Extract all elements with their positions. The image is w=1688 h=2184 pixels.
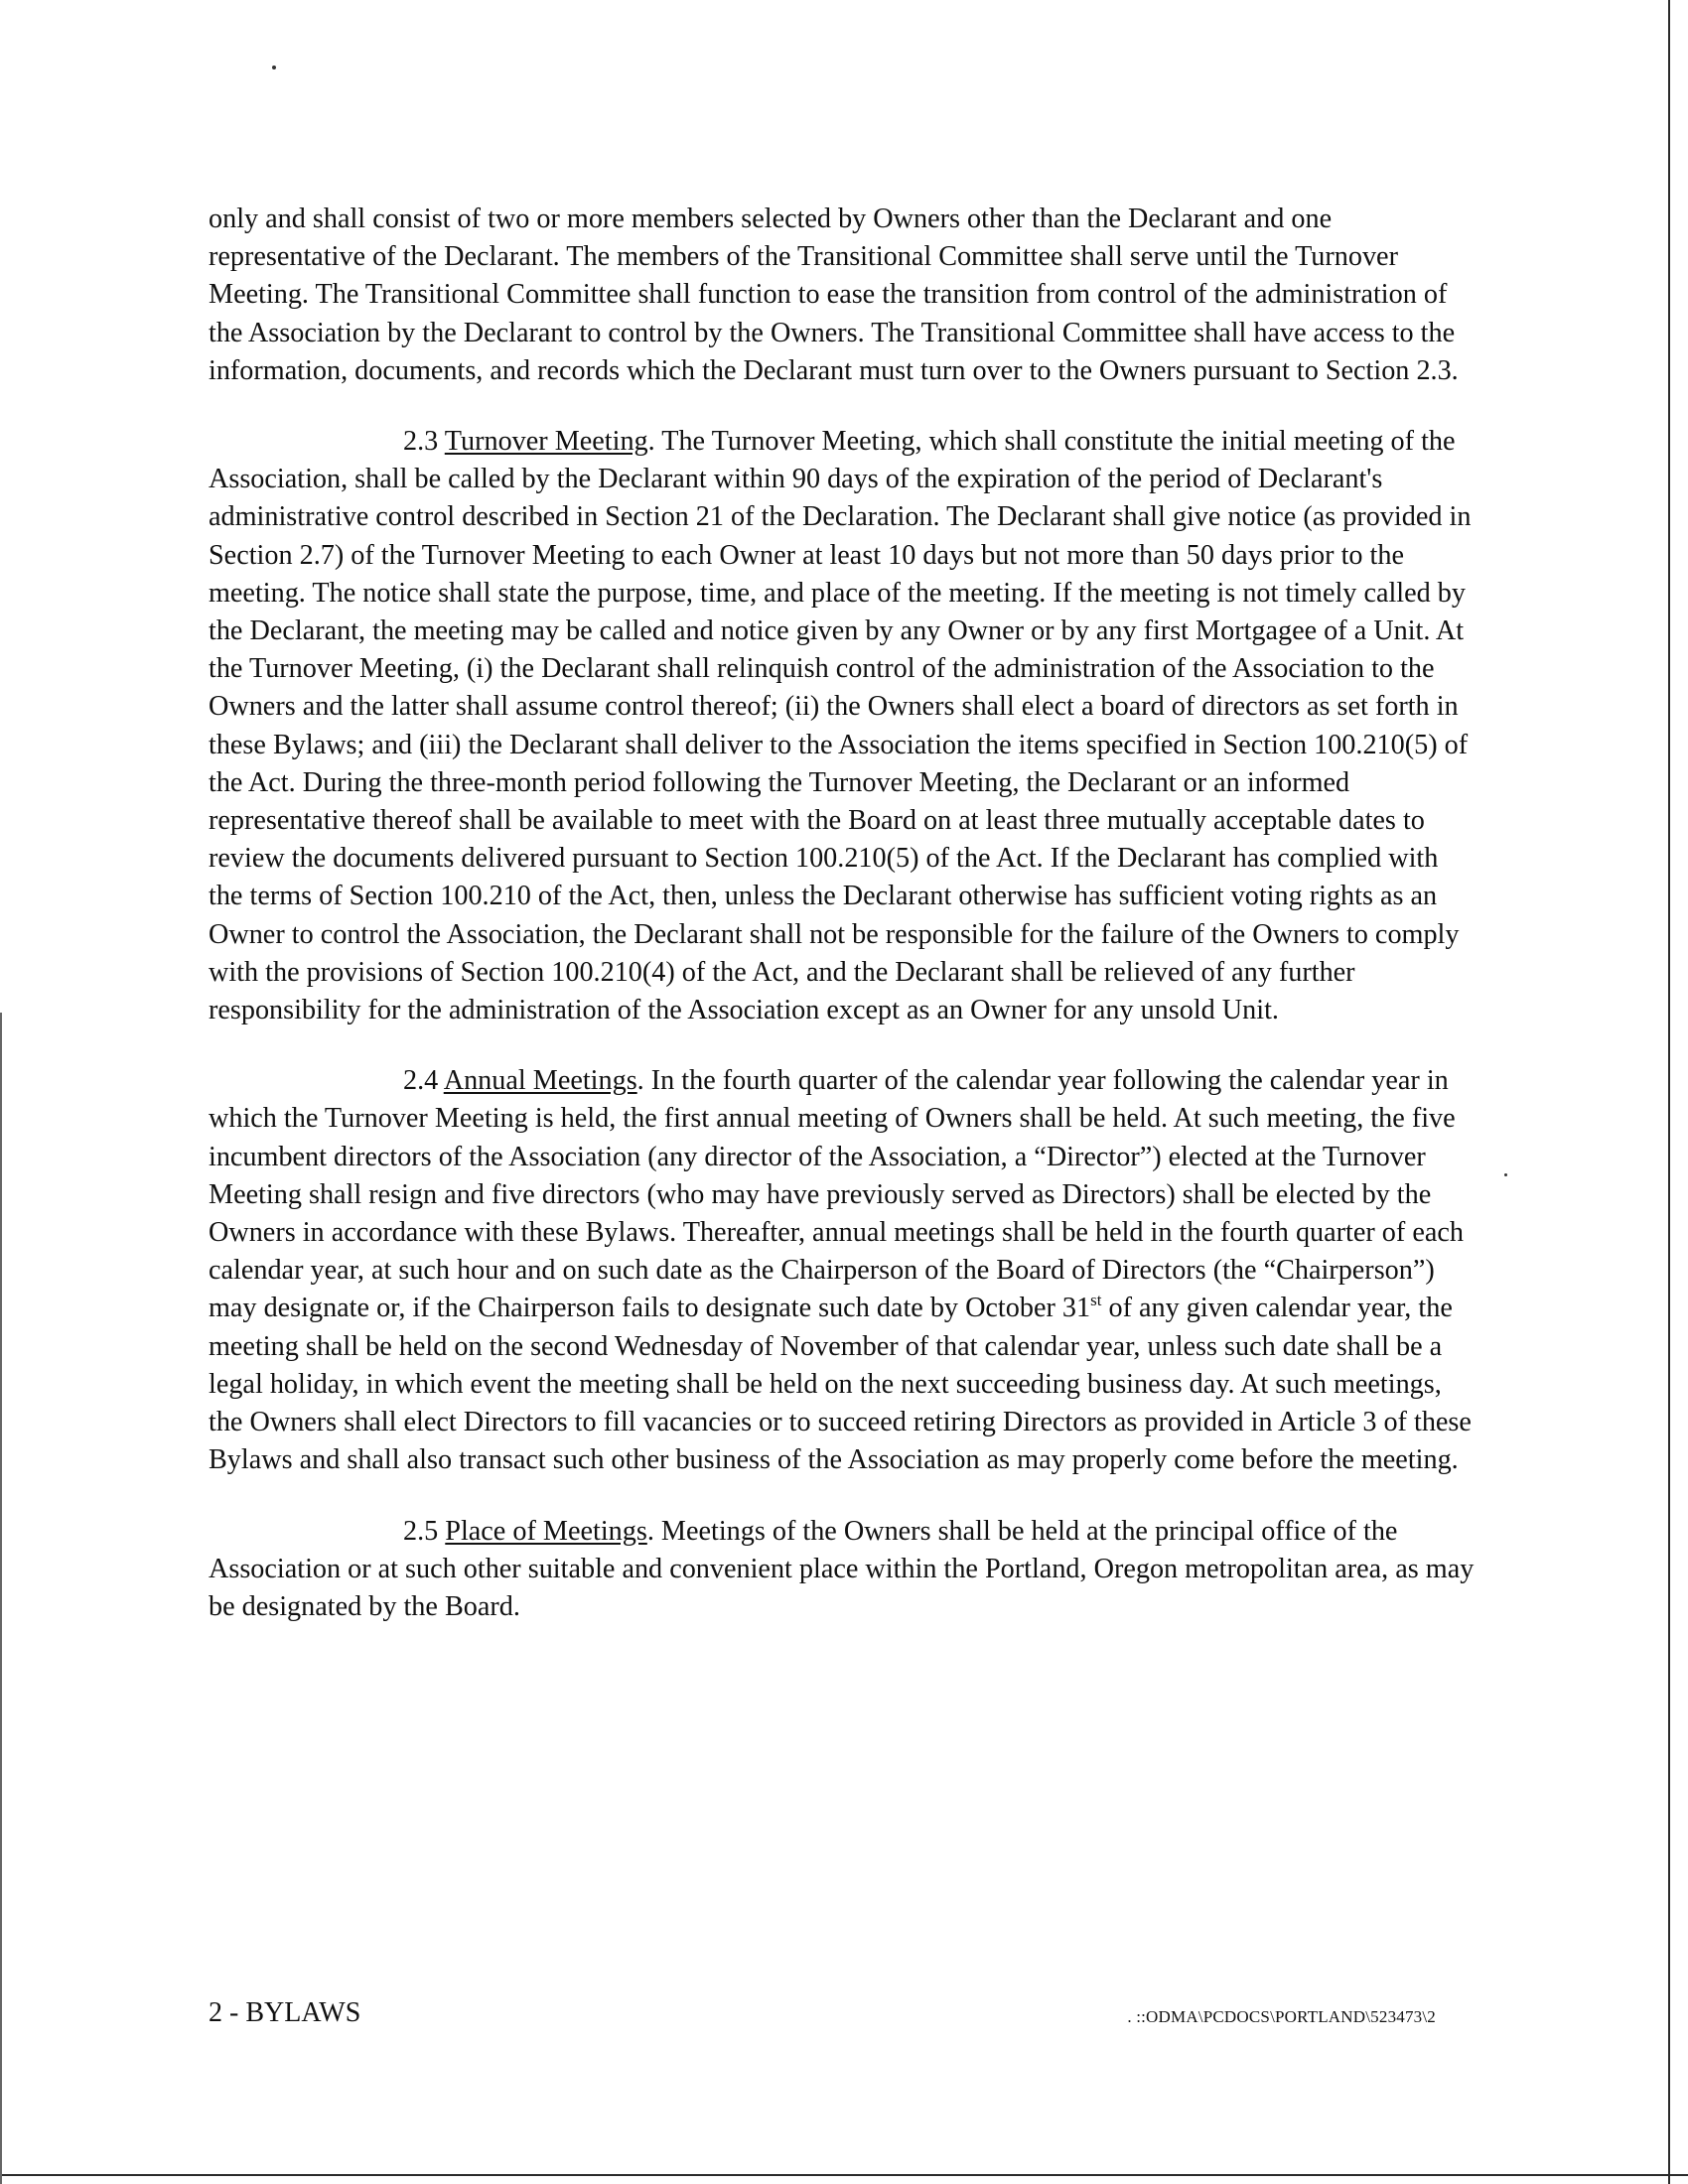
section-text: . Meetings of the Owners shall be held at the principal office of the Association or at such other suitable and convenient place within the Portland, Oregon metropolitan area, as may be designated by the Board. [209, 1515, 1475, 1622]
scan-speck [1504, 1173, 1507, 1176]
section-2-4-paragraph [209, 1062, 1475, 1479]
section-heading: Turnover Meeting [444, 426, 648, 458]
scan-edge-right [1668, 0, 1670, 2184]
section-number: 2.4 [403, 1065, 439, 1097]
opening-paragraph: only and shall consist of two or more members selected by Owners other than the Declarant and one representative of the Declarant. The members of the Transitional Committee shall serve until the Turnover Meeting. The Transitional Committee shall function to ease the transition from control of the administration of the Association by the Declarant to control by the Owners. The Transitional Committee shall have access to the information, documents, and records which the Declarant must turn over to the Owners pursuant to Section 2.3. [209, 204, 1459, 386]
section-2-5-paragraph [209, 1513, 1475, 1627]
section-text: . The Turnover Meeting, which shall constitute the initial meeting of the Association, shall be called by the Declarant within 90 days of the expiration of the period of Declarant's administrative control described in Section 21 of the Declaration. The Declarant shall give notice (as provided in Section 2.7) of the Turnover Meeting to each Owner at least 10 days but not more than 50 days prior to the meeting. The notice shall state the purpose, time, and place of the meeting. If the meeting is not timely called by the Declarant, the meeting may be called and notice given by any Owner or by any first Mortgagee of a Unit. At the Turnover Meeting, (i) the Declarant shall relinquish control of the administration of the Association to the Owners and the latter shall assume control thereof; (ii) the Owners shall elect a board of directors as set forth in these Bylaws; and (iii) the Declarant shall deliver to the Association the items specified in Section 100.210(5) of the Act. During the three-month period following the Turnover Meeting, the Declarant or an informed representative thereof shall be available to meet with the Board on at least three mutually acceptable dates to review the documents delivered pursuant to Section 100.210(5) of the Act. If the Declarant has complied with the terms of Section 100.210 of the Act, then, unless the Declarant otherwise has sufficient voting rights as an Owner to control the Association, the Declarant shall not be responsible for the failure of the Owners to comply with the provisions of Section 100.210(4) of the Act, and the Declarant shall be relieved of any further responsibility for the administration of the Association except as an Owner for any unsold Unit. [209, 426, 1472, 1026]
section-heading: Annual Meetings [443, 1065, 637, 1097]
scan-edge-bottom [0, 2174, 1688, 2176]
scan-speck [272, 66, 276, 69]
scan-edge-left [0, 1013, 2, 2184]
section-2-3-paragraph [209, 423, 1475, 1029]
page-label: 2 - BYLAWS [209, 1997, 361, 2028]
section-text: . In the fourth quarter of the calendar year following the calendar year in which the Turnover Meeting is held, the first annual meeting of Owners shall be held. At such meeting, the five incumbent directors of the Association (any director of the Association, a “Director”) elected at the Turnover Meeting shall resign and five directors (who may have previously served as Directors) shall be elected by the Owners in accordance with these Bylaws. Thereafter, annual meetings shall be held in the fourth quarter of each calendar year, at such hour and on such date as the Chairperson of the Board of Directors (the “Chairperson”) may designate or, if the Chairperson fails to designate such date by October 31 [209, 1065, 1464, 1324]
document-path: . ::ODMA\PCDOCS\PORTLAND\523473\2 [1127, 2007, 1436, 2026]
document-body [209, 201, 1475, 1659]
section-heading: Place of Meetings [445, 1515, 647, 1547]
section-number: 2.3 [403, 426, 439, 458]
ordinal-superscript: st [1090, 1291, 1102, 1310]
section-text-continued: of any given calendar year, the meeting shall be held on the second Wednesday of November of that calendar year, unless such date shall be a legal holiday, in which event the meeting shall be held on the next succeeding business day. At such meetings, the Owners shall elect Directors to fill vacancies or to succeed retiring Directors as provided in Article 3 of these Bylaws and shall also transact such other business of the Association as may properly come before the meeting. [209, 1293, 1472, 1476]
section-number: 2.5 [403, 1515, 439, 1547]
